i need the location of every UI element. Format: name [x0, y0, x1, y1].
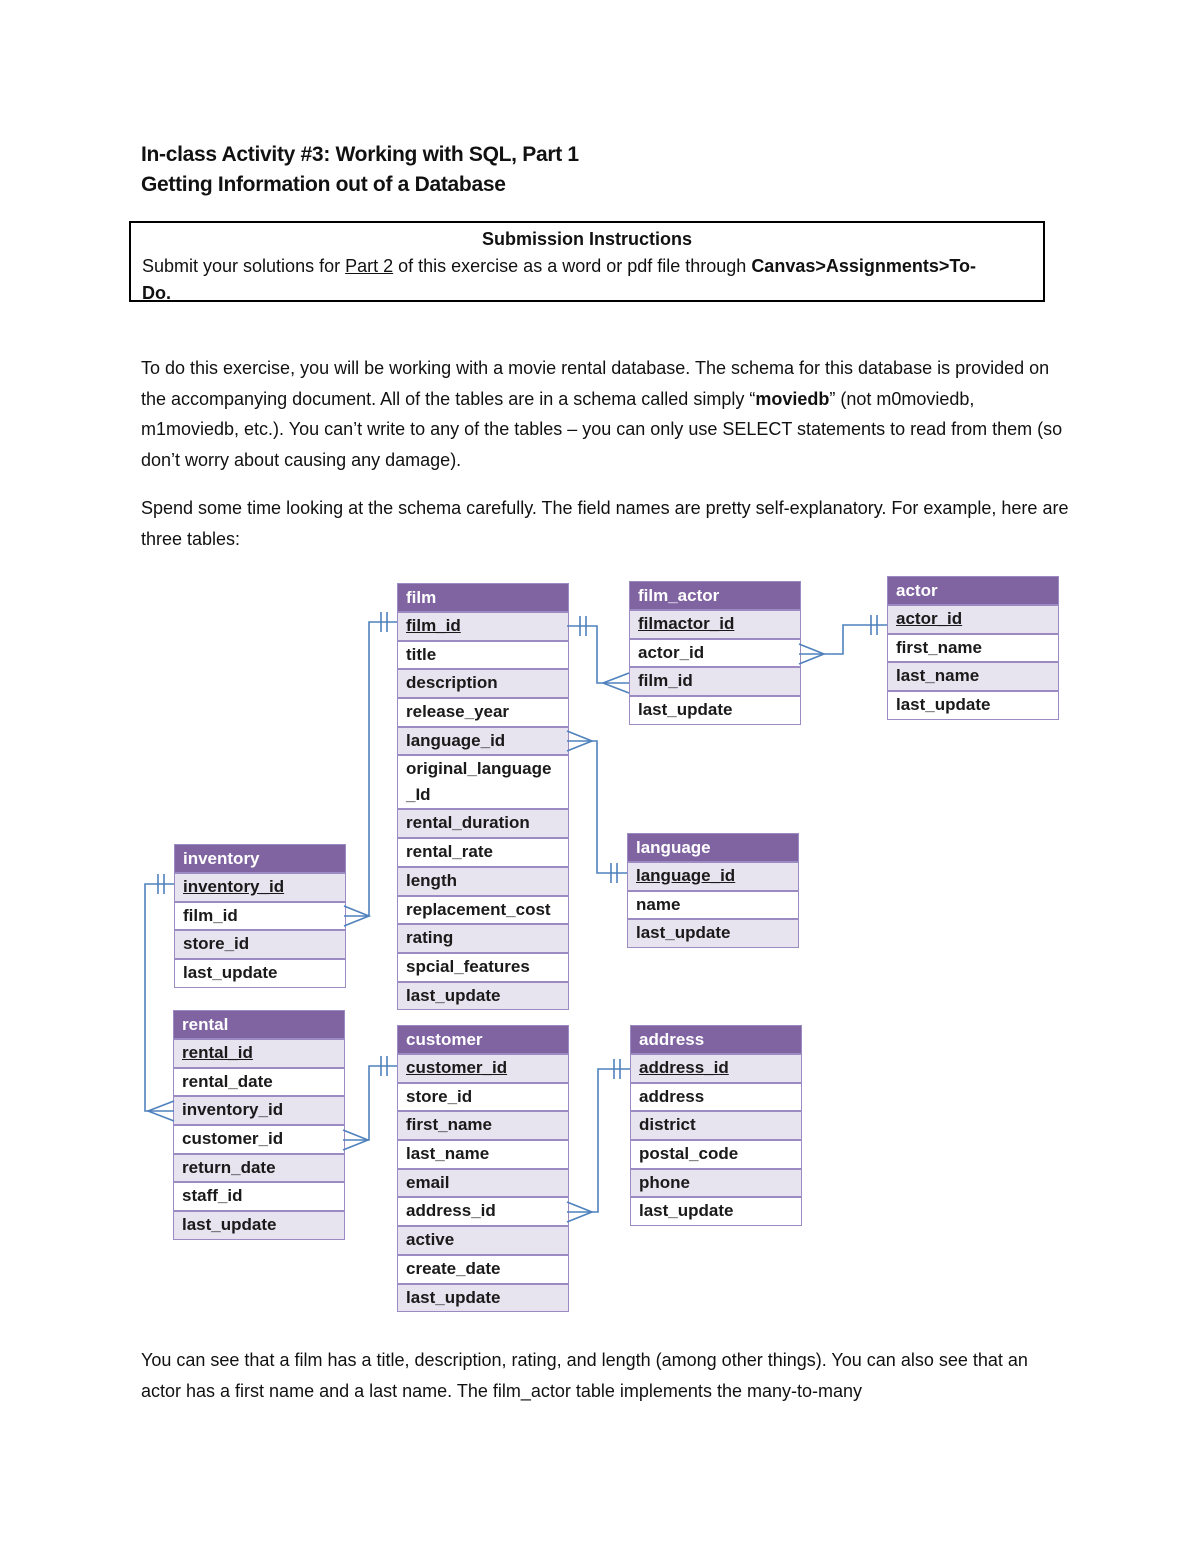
table-field: replacement_cost	[398, 897, 568, 924]
schema-paragraph: Spend some time looking at the schema carefully. The field names are pretty self-explanatory. For example, here are three tables:	[141, 498, 1069, 549]
table-field: first_name	[888, 635, 1058, 662]
primary-key-field: film_id	[398, 613, 568, 640]
intro-text-a: To do this exercise, you will be working with a movie rental database. The schema for this database is provided on the accompanying document. All of the tables are in a schema called simply “	[141, 358, 1050, 409]
part-2-link[interactable]: Part 2	[345, 256, 394, 276]
table-field: last_update	[174, 1212, 344, 1239]
table-header: film	[398, 584, 568, 611]
table-field: create_date	[398, 1256, 568, 1283]
table-field: rental_duration	[398, 810, 568, 837]
table-header: address	[631, 1026, 801, 1053]
connector-rental-customer	[343, 1066, 397, 1140]
submission-text-mid: of this exercise as a word or pdf file through	[393, 256, 752, 276]
table-field: spcial_features	[398, 954, 568, 981]
table-field: rental_date	[174, 1069, 344, 1096]
connector-customer-address	[567, 1069, 630, 1212]
table-field: postal_code	[631, 1141, 801, 1168]
primary-key-field: rental_id	[174, 1040, 344, 1067]
submission-text-before: Submit your solutions for	[142, 256, 346, 276]
table-field: language_id	[398, 728, 568, 755]
table-field: length	[398, 868, 568, 895]
table-field: last_update	[631, 1198, 801, 1225]
connector-film-filmactor	[567, 626, 629, 683]
primary-key-field: language_id	[628, 863, 798, 890]
table-field: release_year	[398, 699, 568, 726]
submission-path-end: Do.	[142, 283, 171, 303]
connector-rental-inventory	[145, 884, 174, 1111]
table-field: last_update	[888, 692, 1058, 719]
table-field: last_name	[888, 663, 1058, 690]
table-field: rental_rate	[398, 839, 568, 866]
closing-paragraph: You can see that a film has a title, description, rating, and length (among other things). You can also see that an actor has a first name and a last name. The film_actor table implements the many-to-many	[141, 1350, 1028, 1401]
table-field: last_update	[398, 983, 568, 1010]
table-field: last_update	[630, 697, 800, 724]
table-header: inventory	[175, 845, 345, 872]
table-field: last_name	[398, 1141, 568, 1168]
table-field: film_id	[175, 903, 345, 930]
table-field: last_update	[175, 960, 345, 987]
table-header: customer	[398, 1026, 568, 1053]
table-field: name	[628, 892, 798, 919]
table-field: phone	[631, 1170, 801, 1197]
table-field: address	[631, 1084, 801, 1111]
intro-text-b: ” (not m0moviedb, m1moviedb, etc.). You can’t write to any of the tables – you can only use SELECT statements to read from them (so don’t worry about causing any damage).	[141, 388, 1063, 470]
table-field: actor_id	[630, 640, 800, 667]
table-field: email	[398, 1170, 568, 1197]
primary-key-field: actor_id	[888, 606, 1058, 633]
table-field: return_date	[174, 1155, 344, 1182]
table-field: store_id	[398, 1084, 568, 1111]
table-field: customer_id	[174, 1126, 344, 1153]
table-header: language	[628, 834, 798, 861]
table-field: inventory_id	[174, 1097, 344, 1124]
table-field: store_id	[175, 931, 345, 958]
document-subtitle: Getting Information out of a Database	[141, 173, 506, 196]
table-field: address_id	[398, 1198, 568, 1225]
document-title: In-class Activity #3: Working with SQL, Part 1	[141, 143, 579, 166]
submission-path: Canvas>Assignments>To-	[751, 256, 977, 276]
primary-key-field: filmactor_id	[630, 611, 800, 638]
primary-key-field: inventory_id	[175, 874, 345, 901]
connector-film-language	[567, 741, 627, 873]
connector-inventory-film	[344, 622, 397, 916]
table-field: film_id	[630, 668, 800, 695]
table-field: last_update	[398, 1285, 568, 1312]
schema-name: moviedb	[755, 388, 830, 409]
primary-key-field: customer_id	[398, 1055, 568, 1082]
table-field: first_name	[398, 1112, 568, 1139]
table-header: film_actor	[630, 582, 800, 609]
table-field: rating	[398, 925, 568, 952]
table-field: description	[398, 670, 568, 697]
table-field: district	[631, 1112, 801, 1139]
table-field: original_language _Id	[398, 756, 568, 808]
primary-key-field: address_id	[631, 1055, 801, 1082]
table-field: title	[398, 642, 568, 669]
table-field: last_update	[628, 920, 798, 947]
table-field: staff_id	[174, 1183, 344, 1210]
table-header: rental	[174, 1011, 344, 1038]
submission-heading: Submission Instructions	[481, 229, 693, 249]
table-header: actor	[888, 577, 1058, 604]
table-field: active	[398, 1227, 568, 1254]
